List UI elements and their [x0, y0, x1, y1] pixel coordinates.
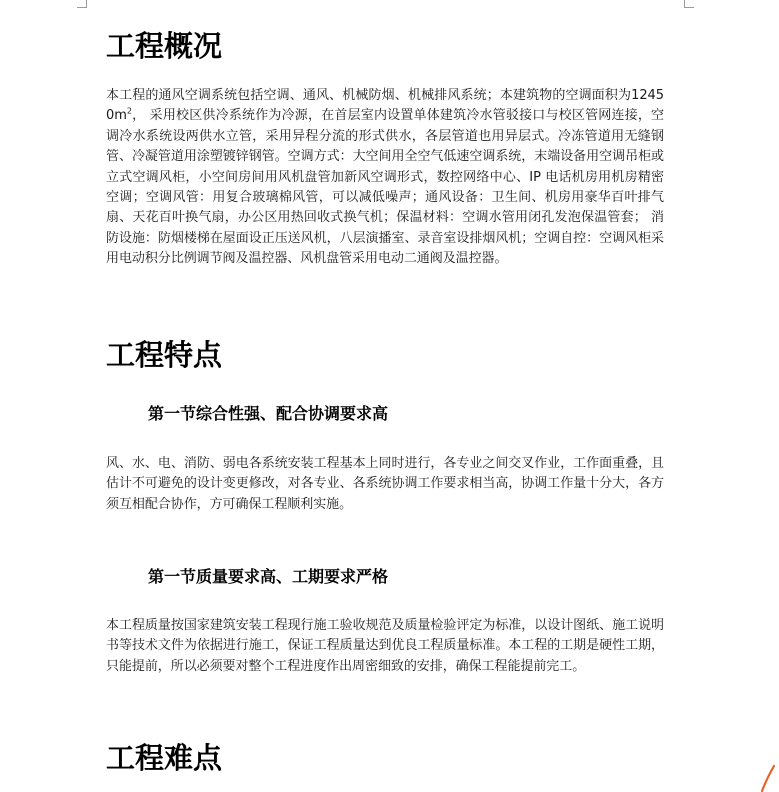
heading-project-difficulties: 工程难点 [106, 741, 223, 775]
heading-project-features: 工程特点 [106, 338, 223, 372]
paragraph-quality-schedule: 本工程质量按国家建筑安装工程现行施工验收规范及质量检验评定为标准，以设计图纸、施工说明书等技术文件为依据进行施工，保证工程质量达到优良工程质量标准。本工程的工期是硬性工期，只能提前，所以必须要对整个工程进度作出周密细致的安排，确保工程能提前完工。 [106, 618, 664, 674]
crop-mark-top-left [86, 0, 87, 8]
paragraph-coordination: 风、水、电、消防、弱电各系统安装工程基本上同时进行，各专业之间交叉作业，工作面重叠，且估计不可避免的设计变更修改，对各专业、各系统协调工作要求相当高，协调工作量十分大，各方须互相配合协作，方可确保工程顺利实施。 [106, 456, 664, 512]
paragraph-overview-part2: ， 采用校区供冷系统作为冷源，在首层室内设置单体建筑冷水管驳接口与校区管网连接，空调冷水系统设两供水立管，采用异程分流的形式供水，各层管道也用异层式。冷冻管道用无缝钢管、冷凝管道用涂塑镀锌钢管。空调方式：大空间用全空气低速空调系统，末端设备用空调吊柜或立式空调风柜，小空间房间用风机盘管加新风空调形式，数控网络中心、IP 电话机房用机房精密空调；空调风管：用复合玻璃棉风管，可以减低噪声；通风设备：卫生间、机房用豪华百叶排气扇、天花百叶换气扇，办公区用热回收式换气机；保温材料：空调水管用闭孔发泡保温管套； 消防设施：防烟楼梯在屋面设正压送风机，八层演播室、录音室设排烟风机；空调自控：空调风柜采用电动积分比例调节阀及温控器、风机盘管采用电动二通阀及温控器。 [106, 108, 664, 267]
crop-mark-top-right [684, 0, 685, 8]
heading-project-overview: 工程概况 [106, 29, 223, 63]
pen-stroke-mark [759, 764, 775, 792]
subheading-coordination: 第一节综合性强、配合协调要求高 [148, 404, 389, 423]
paragraph-project-overview [106, 86, 664, 270]
subheading-quality-schedule: 第一节质量要求高、工期要求严格 [148, 567, 389, 586]
paragraph-overview-part1: 本工程的通风空调系统包括空调、通风、机械防烟、机械排风系统；本建筑物的空调面积为12450m [106, 88, 664, 124]
superscript-two: 2 [126, 107, 132, 117]
